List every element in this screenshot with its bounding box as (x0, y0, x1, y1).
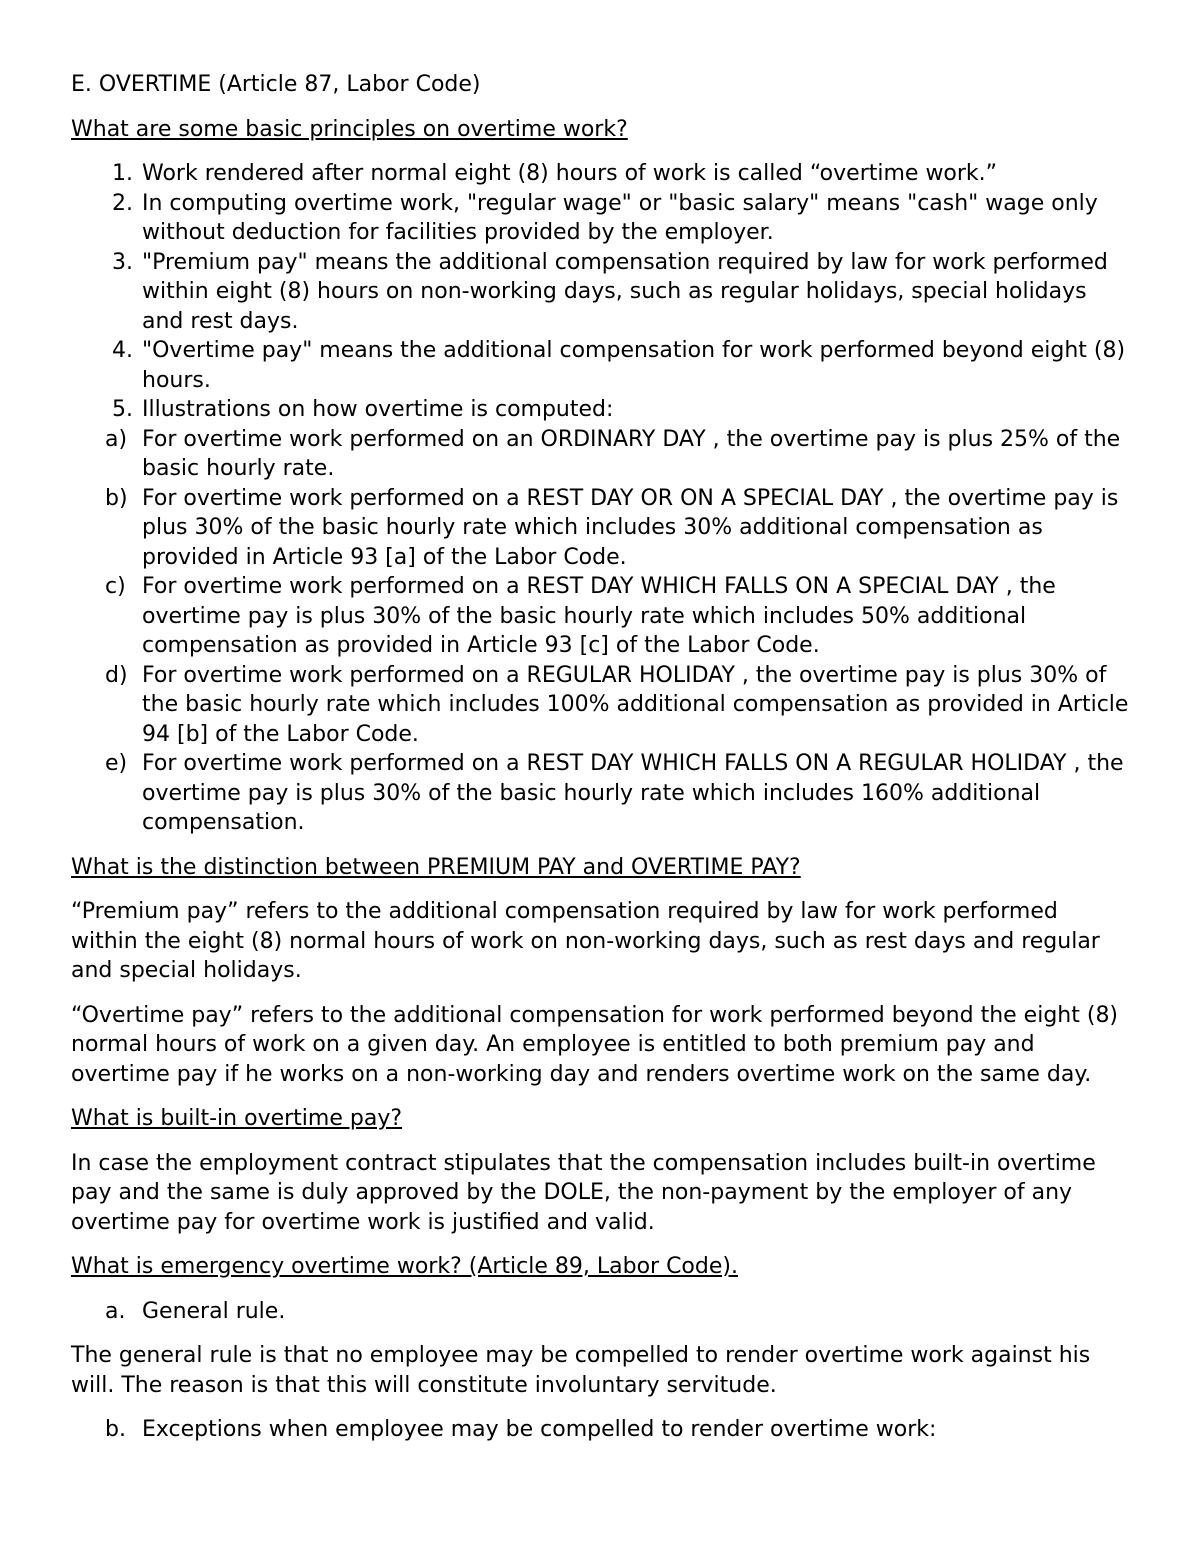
list-item-text: "Premium pay" means the additional compensation required by law for work performed within eight (8) hours on non-working days, such as regular holidays, special holidays and rest days. (142, 249, 1108, 334)
question-built-in-overtime: What is built-in overtime pay? (71, 1106, 403, 1131)
list-item (71, 159, 1131, 189)
list-item (71, 572, 1131, 661)
list-item-text: For overtime work performed on a REST DAY OR ON A SPECIAL DAY , the overtime pay is plus 30% of the basic hourly rate which includes 30% additional compensation as provided in Article 93 [a] of the Labor Code. (142, 485, 1119, 570)
list-item-text: Exceptions when employee may be compelled to render overtime work: (142, 1417, 937, 1442)
paragraph-overtime-pay: “Overtime pay” refers to the additional compensation for work performed beyond the eight (8) normal hours of work on a given day. An employee is entitled to both premium pay and overtime pay if he works on a non-working day and renders overtime work on the same day. (71, 1002, 1119, 1087)
list-item (71, 1415, 1131, 1445)
list-item-text: Illustrations on how overtime is computed: (142, 397, 614, 422)
numbered-list (71, 159, 1131, 425)
list-marker: b. (105, 1417, 126, 1442)
question-emergency-overtime: What is emergency overtime work? (Article 89, Labor Code). (71, 1254, 738, 1279)
list-item (71, 189, 1131, 248)
paragraph-built-in-overtime: In case the employment contract stipulates that the compensation includes built-in overtime pay and the same is duly approved by the DOLE, the non-payment by the employer of any overtime pay for overtime work is justified and valid. (71, 1150, 1096, 1235)
list-item-text: In computing overtime work, "regular wage" or "basic salary" means "cash" wage only without deduction for facilities provided by the employer. (142, 190, 1098, 245)
document-page (71, 70, 1131, 1460)
lettered-list (71, 425, 1131, 838)
list-item (71, 749, 1131, 838)
list-marker: 3. (112, 249, 133, 275)
list-marker: b) (105, 485, 128, 511)
list-item (71, 484, 1131, 573)
list-item-text: Work rendered after normal eight (8) hours of work is called “overtime work.” (142, 161, 998, 186)
list-marker: 5. (112, 397, 133, 422)
list-marker: 2. (112, 190, 133, 216)
list-item-text: "Overtime pay" means the additional compensation for work performed beyond eight (8) hours. (142, 338, 1126, 393)
document-title: E. OVERTIME (Article 87, Labor Code) (71, 72, 481, 97)
question-basic-principles: What are some basic principles on overtime work? (71, 116, 628, 142)
list-marker: 1. (112, 161, 133, 186)
list-item-text: For overtime work performed on a REGULAR HOLIDAY , the overtime pay is plus 30% of the basic hourly rate which includes 100% additional compensation as provided in Article 94 [b] of the Labor Code. (142, 662, 1129, 747)
list-marker: c) (105, 574, 126, 599)
list-item (71, 248, 1131, 337)
list-marker: a) (105, 426, 128, 452)
list-item-text: For overtime work performed on a REST DAY WHICH FALLS ON A SPECIAL DAY , the overtime pay is plus 30% of the basic hourly rate which includes 50% additional compensation as provided in Article 93 [c] of the Labor Code. (142, 574, 1056, 658)
list-item-text: For overtime work performed on an ORDINARY DAY , the overtime pay is plus 25% of the basic hourly rate. (142, 426, 1121, 481)
list-item (71, 425, 1131, 484)
question-premium-vs-overtime: What is the distinction between PREMIUM PAY and OVERTIME PAY? (71, 854, 801, 880)
list-item (71, 395, 1131, 425)
list-item-text: General rule. (142, 1298, 286, 1324)
paragraph-premium-pay: “Premium pay” refers to the additional compensation required by law for work performed within the eight (8) normal hours of work on non-working days, such as rest days and regular and special holidays. (71, 899, 1100, 983)
list-item (71, 1297, 1131, 1327)
list-item (71, 661, 1131, 750)
paragraph-general-rule: The general rule is that no employee may be compelled to render overtime work against his will. The reason is that this will constitute involuntary servitude. (71, 1343, 1091, 1398)
list-item (71, 336, 1131, 395)
list-marker: a. (105, 1298, 126, 1324)
list-marker: e) (105, 751, 128, 776)
list-marker: d) (105, 662, 128, 688)
list-marker: 4. (112, 338, 133, 363)
list-item-text: For overtime work performed on a REST DAY WHICH FALLS ON A REGULAR HOLIDAY , the overtime pay is plus 30% of the basic hourly rate which includes 160% additional compensation. (142, 751, 1124, 835)
